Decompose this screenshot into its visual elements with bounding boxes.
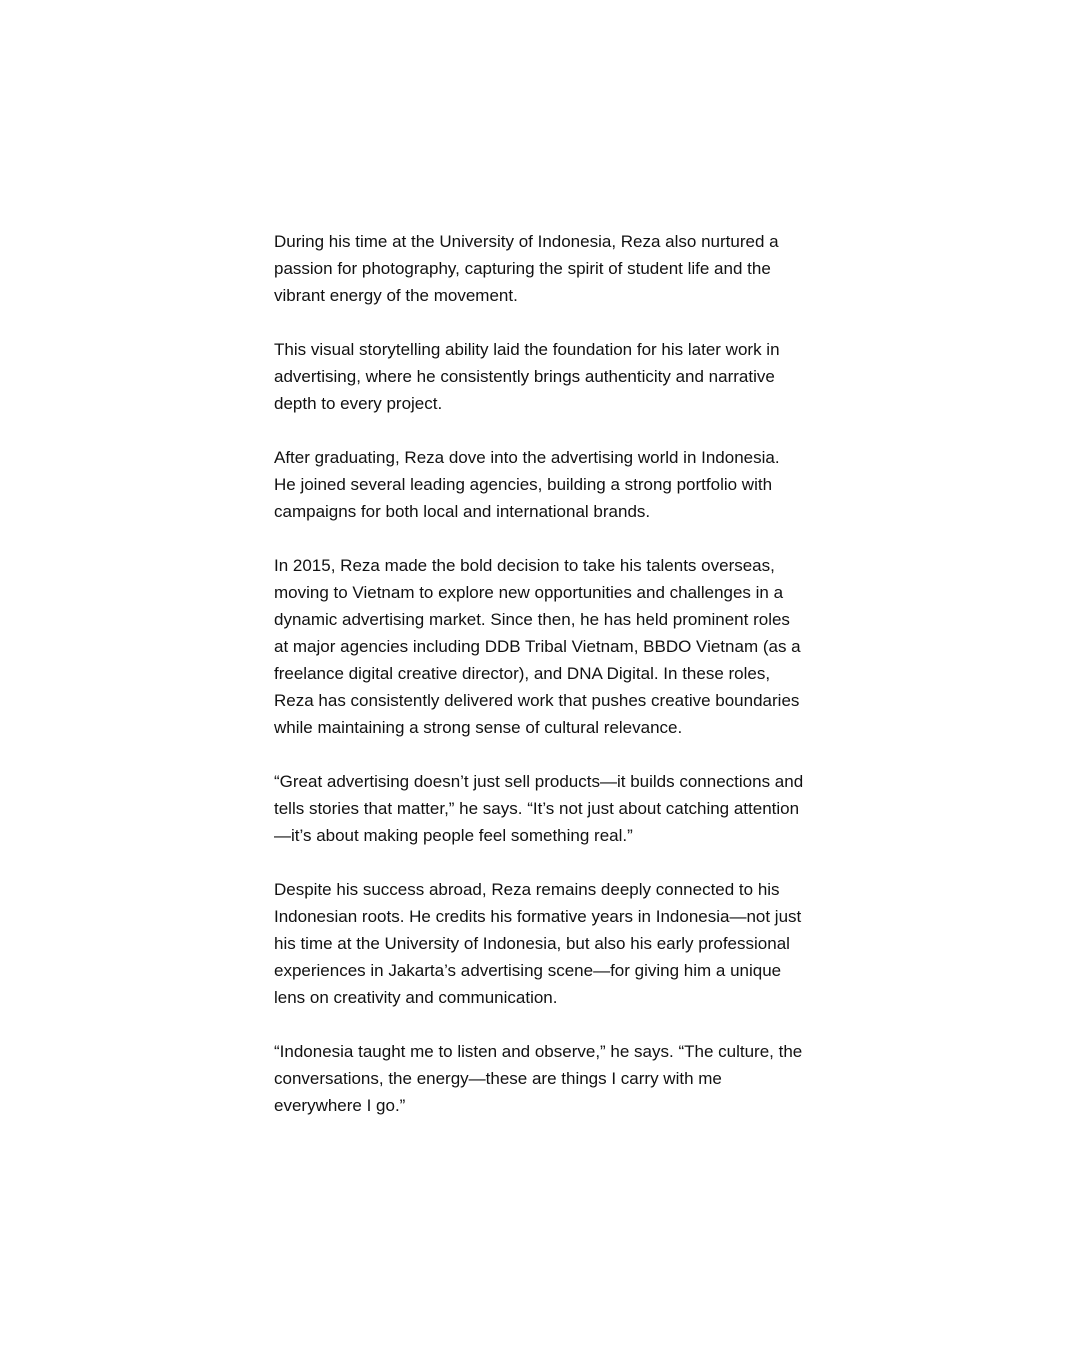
paragraph-university-photography: During his time at the University of Indonesia, Reza also nurtured a passion for photography, capturing the spirit of student life and the vibrant energy of the movement.: [274, 232, 779, 305]
paragraph-quote-indonesia: “Indonesia taught me to listen and observe,” he says. “The culture, the conversations, the energy—these are things I carry with me everywhere I go.”: [274, 1042, 803, 1115]
paragraph-visual-storytelling: This visual storytelling ability laid the foundation for his later work in advertising, where he consistently brings authenticity and narrative depth to every project.: [274, 340, 780, 413]
article-body: [274, 228, 804, 1119]
paragraph-move-to-vietnam: In 2015, Reza made the bold decision to take his talents overseas, moving to Vietnam to explore new opportunities and challenges in a dynamic advertising market. Since then, he has held prominent roles at major agencies including DDB Tribal Vietnam, BBDO Vietnam (as a freelance digital creative director), and DNA Digital. In these roles, Reza has consistently delivered work that pushes creative boundaries while maintaining a strong sense of cultural relevance.: [274, 556, 801, 737]
paragraph-quote-great-advertising: “Great advertising doesn’t just sell products—it builds connections and tells stories that matter,” he says. “It’s not just about catching attention—it’s about making people feel something real.”: [274, 772, 804, 845]
paragraph-indonesian-roots: Despite his success abroad, Reza remains deeply connected to his Indonesian roots. He credits his formative years in Indonesia—not just his time at the University of Indonesia, but also his early professional experiences in Jakarta’s advertising scene—for giving him a unique lens on creativity and communication.: [274, 880, 802, 1007]
paragraph-after-graduating: After graduating, Reza dove into the advertising world in Indonesia. He joined several leading agencies, building a strong portfolio with campaigns for both local and international brands.: [274, 448, 780, 521]
